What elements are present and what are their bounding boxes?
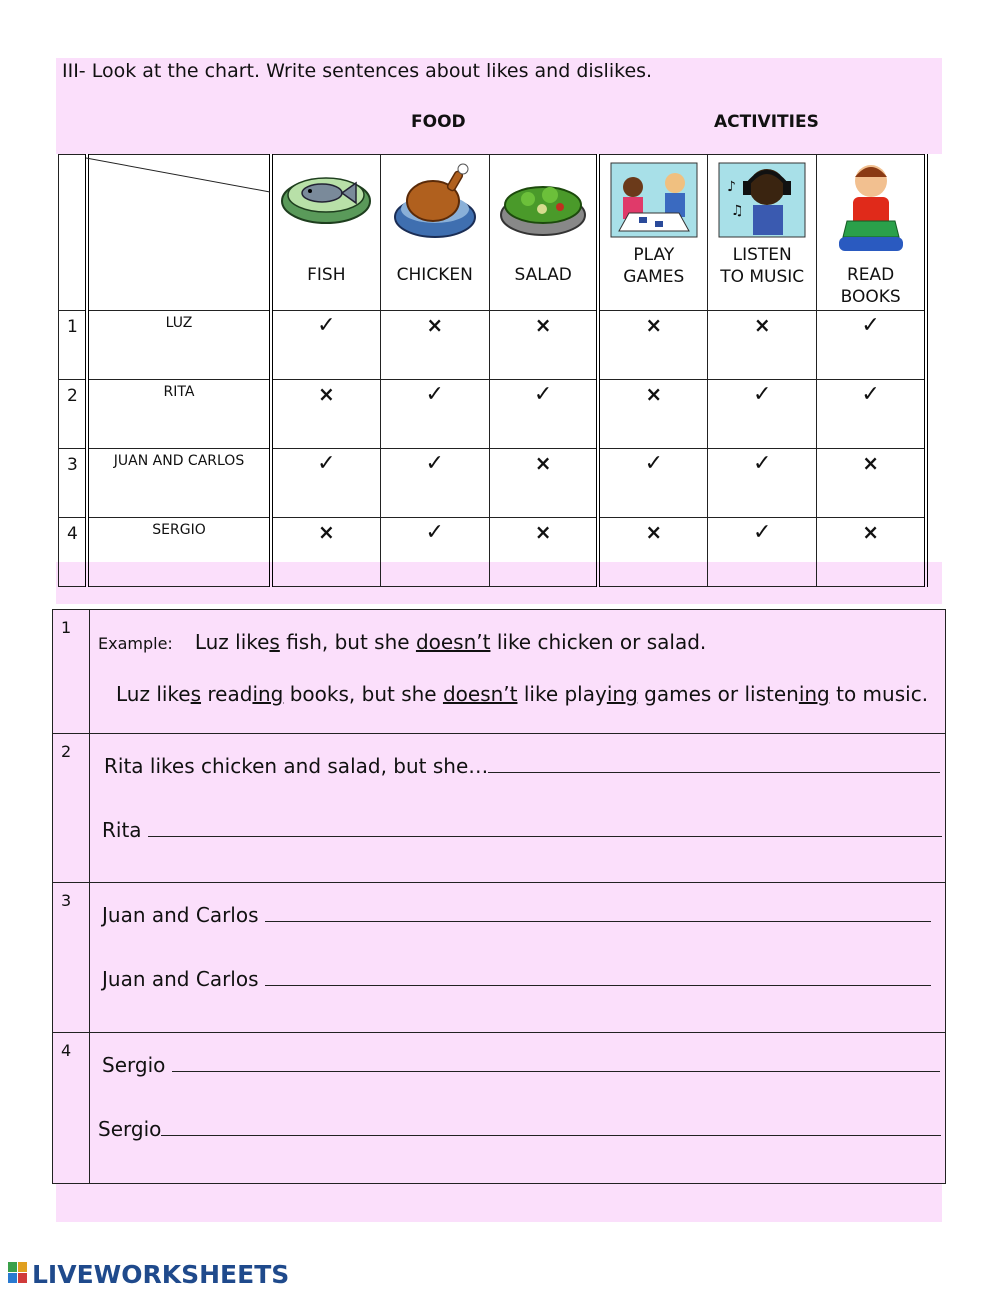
exercise-item-1 bbox=[53, 610, 946, 734]
cross-mark: × bbox=[708, 311, 817, 380]
check-mark: ✓ bbox=[708, 518, 817, 587]
likes-chart bbox=[58, 154, 928, 587]
writing-exercise-table bbox=[52, 609, 946, 1184]
col-label-read-books: READ BOOKS bbox=[840, 265, 901, 307]
item-number: 3 bbox=[53, 883, 90, 1033]
footer-band bbox=[56, 1182, 942, 1222]
row-number: 1 bbox=[59, 311, 88, 380]
cross-mark: × bbox=[489, 311, 598, 380]
check-mark: ✓ bbox=[380, 449, 489, 518]
chart-row-luz bbox=[59, 311, 927, 380]
row-number: 2 bbox=[59, 380, 88, 449]
item-number: 2 bbox=[53, 734, 90, 883]
liveworksheets-logo-icon bbox=[8, 1262, 28, 1284]
check-mark: ✓ bbox=[489, 380, 598, 449]
food-group-header: FOOD bbox=[411, 112, 466, 132]
activities-group-header: ACTIVITIES bbox=[714, 112, 819, 132]
row-name: RITA bbox=[87, 380, 271, 449]
col-label-listen-music: LISTEN TO MUSIC bbox=[720, 245, 805, 287]
check-mark: ✓ bbox=[708, 380, 817, 449]
col-header-chicken bbox=[380, 155, 489, 311]
item-3-content bbox=[90, 883, 946, 1033]
cross-mark: × bbox=[817, 518, 926, 587]
row-name: SERGIO bbox=[87, 518, 271, 587]
salad-bowl-icon bbox=[498, 161, 588, 239]
brand-logo: LIVEWORKSHEETS bbox=[32, 1260, 290, 1289]
col-label-salad: SALAD bbox=[514, 265, 572, 285]
answer-line[interactable]: Juan and Carlos bbox=[102, 967, 931, 991]
col-header-read-books bbox=[817, 155, 926, 311]
cross-mark: × bbox=[598, 311, 707, 380]
answer-line[interactable]: Rita likes chicken and salad, but she… bbox=[104, 754, 940, 778]
col-header-fish bbox=[271, 155, 380, 311]
item-2-content bbox=[90, 734, 946, 883]
example-sentence-2: Luz likes reading books, but she doesn’t like playing games or listening to music. bbox=[116, 682, 929, 706]
chart-row-rita bbox=[59, 380, 927, 449]
check-mark: ✓ bbox=[817, 380, 926, 449]
chart-row-sergio bbox=[59, 518, 927, 587]
item-1-content bbox=[90, 610, 946, 734]
check-mark: ✓ bbox=[271, 449, 380, 518]
cross-mark: × bbox=[271, 518, 380, 587]
fish-plate-icon bbox=[280, 161, 372, 227]
answer-line[interactable]: Rita bbox=[102, 818, 942, 842]
answer-line[interactable]: Juan and Carlos bbox=[102, 903, 931, 927]
check-mark: ✓ bbox=[380, 518, 489, 587]
item-number: 1 bbox=[53, 610, 90, 734]
cross-mark: × bbox=[489, 518, 598, 587]
example-label: Example: bbox=[98, 634, 173, 653]
col-label-play-games: PLAY GAMES bbox=[623, 245, 685, 287]
row-number: 4 bbox=[59, 518, 88, 587]
check-mark: ✓ bbox=[708, 449, 817, 518]
row-name: LUZ bbox=[87, 311, 271, 380]
roast-chicken-icon bbox=[391, 161, 479, 243]
check-mark: ✓ bbox=[598, 449, 707, 518]
col-label-chicken: CHICKEN bbox=[396, 265, 473, 285]
row-number: 3 bbox=[59, 449, 88, 518]
row-name: JUAN AND CARLOS bbox=[87, 449, 271, 518]
check-mark: ✓ bbox=[271, 311, 380, 380]
reading-boy-icon bbox=[833, 161, 909, 257]
cross-mark: × bbox=[380, 311, 489, 380]
svg-text:♫: ♫ bbox=[731, 203, 744, 219]
check-mark: ✓ bbox=[380, 380, 489, 449]
headphones-icon bbox=[717, 161, 807, 239]
chart-row-juan-carlos bbox=[59, 449, 927, 518]
cross-mark: × bbox=[598, 518, 707, 587]
item-number: 4 bbox=[53, 1033, 90, 1184]
col-header-play-games bbox=[598, 155, 707, 311]
corner-num-cell bbox=[59, 155, 88, 311]
exercise-item-3 bbox=[53, 883, 946, 1033]
cross-mark: × bbox=[817, 449, 926, 518]
svg-text:♪: ♪ bbox=[727, 179, 737, 195]
example-sentence-1: Example: Luz likes fish, but she doesn’t like chicken or salad. bbox=[98, 630, 707, 654]
check-mark: ✓ bbox=[817, 311, 926, 380]
cross-mark: × bbox=[271, 380, 380, 449]
exercise-item-4 bbox=[53, 1033, 946, 1184]
board-game-icon bbox=[609, 161, 699, 239]
item-4-content bbox=[90, 1033, 946, 1184]
instruction-text: III- Look at the chart. Write sentences about likes and dislikes. bbox=[62, 60, 653, 82]
col-label-fish: FISH bbox=[307, 265, 346, 285]
col-header-salad bbox=[489, 155, 598, 311]
cross-mark: × bbox=[489, 449, 598, 518]
exercise-item-2 bbox=[53, 734, 946, 883]
answer-line[interactable]: Sergio bbox=[102, 1053, 940, 1077]
col-header-listen-music bbox=[708, 155, 817, 311]
answer-line[interactable]: Sergio bbox=[98, 1117, 941, 1141]
cross-mark: × bbox=[598, 380, 707, 449]
corner-diagonal-line bbox=[86, 156, 272, 196]
